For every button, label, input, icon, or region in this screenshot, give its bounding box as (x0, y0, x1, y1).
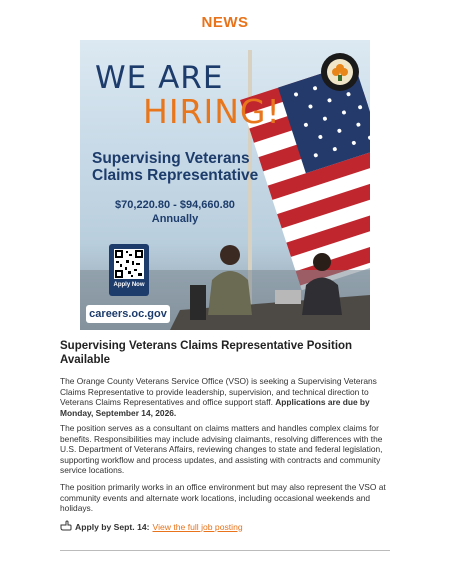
article-title: Supervising Veterans Claims Representative Position Available (60, 340, 353, 366)
headline-we-are: WE ARE (95, 60, 224, 96)
careers-website[interactable]: careers.oc.gov (86, 305, 170, 323)
banner-job-title: Supervising Veterans Claims Representative (92, 150, 259, 184)
headline-hiring: HIRING! (143, 92, 281, 131)
article-paragraph-1 (60, 376, 395, 418)
salary-period: Annually (151, 213, 199, 225)
qr-apply-now-label: Apply Now (113, 282, 145, 288)
apply-line (60, 520, 243, 533)
county-seal-logo (320, 52, 360, 92)
apply-by-label: Apply by Sept. 14: (75, 521, 150, 532)
application-deadline: Applications are due by Monday, September 14, 2026. (60, 397, 370, 418)
paragraph-1-text: The Orange County Veterans Service Office (VSO) is seeking a Supervising Veterans Claims Representative to provide leadership, supervision, and technical direction to Veterans Claims Representatives and office support staff. (60, 376, 377, 408)
qr-code-badge[interactable] (109, 244, 149, 296)
article-paragraph-2: The position serves as a consultant on claims matters and handles complex claims for benefits. Responsibilities may include advising claimants, resolving differences with the U.S. Department of Veterans Affairs, reviewing changes to state and federal legislation, supporting workflow and process updates, and assisting with contracts and community service locations. (60, 423, 383, 476)
section-header: NEWS (201, 14, 249, 31)
salary-block (90, 198, 260, 226)
job-posting-link[interactable]: View the full job posting (152, 521, 243, 532)
pointing-hand-icon (60, 520, 72, 533)
article-paragraph-3: The position primarily works in an office environment but may also represent the VSO at community events and alternate work locations, including occasional weekends and holidays. (60, 482, 386, 514)
divider (60, 550, 390, 551)
qr-code-icon (114, 249, 144, 279)
hiring-banner-image[interactable] (80, 40, 370, 330)
salary-range: $70,220.80 - $94,660.80 (115, 199, 235, 211)
